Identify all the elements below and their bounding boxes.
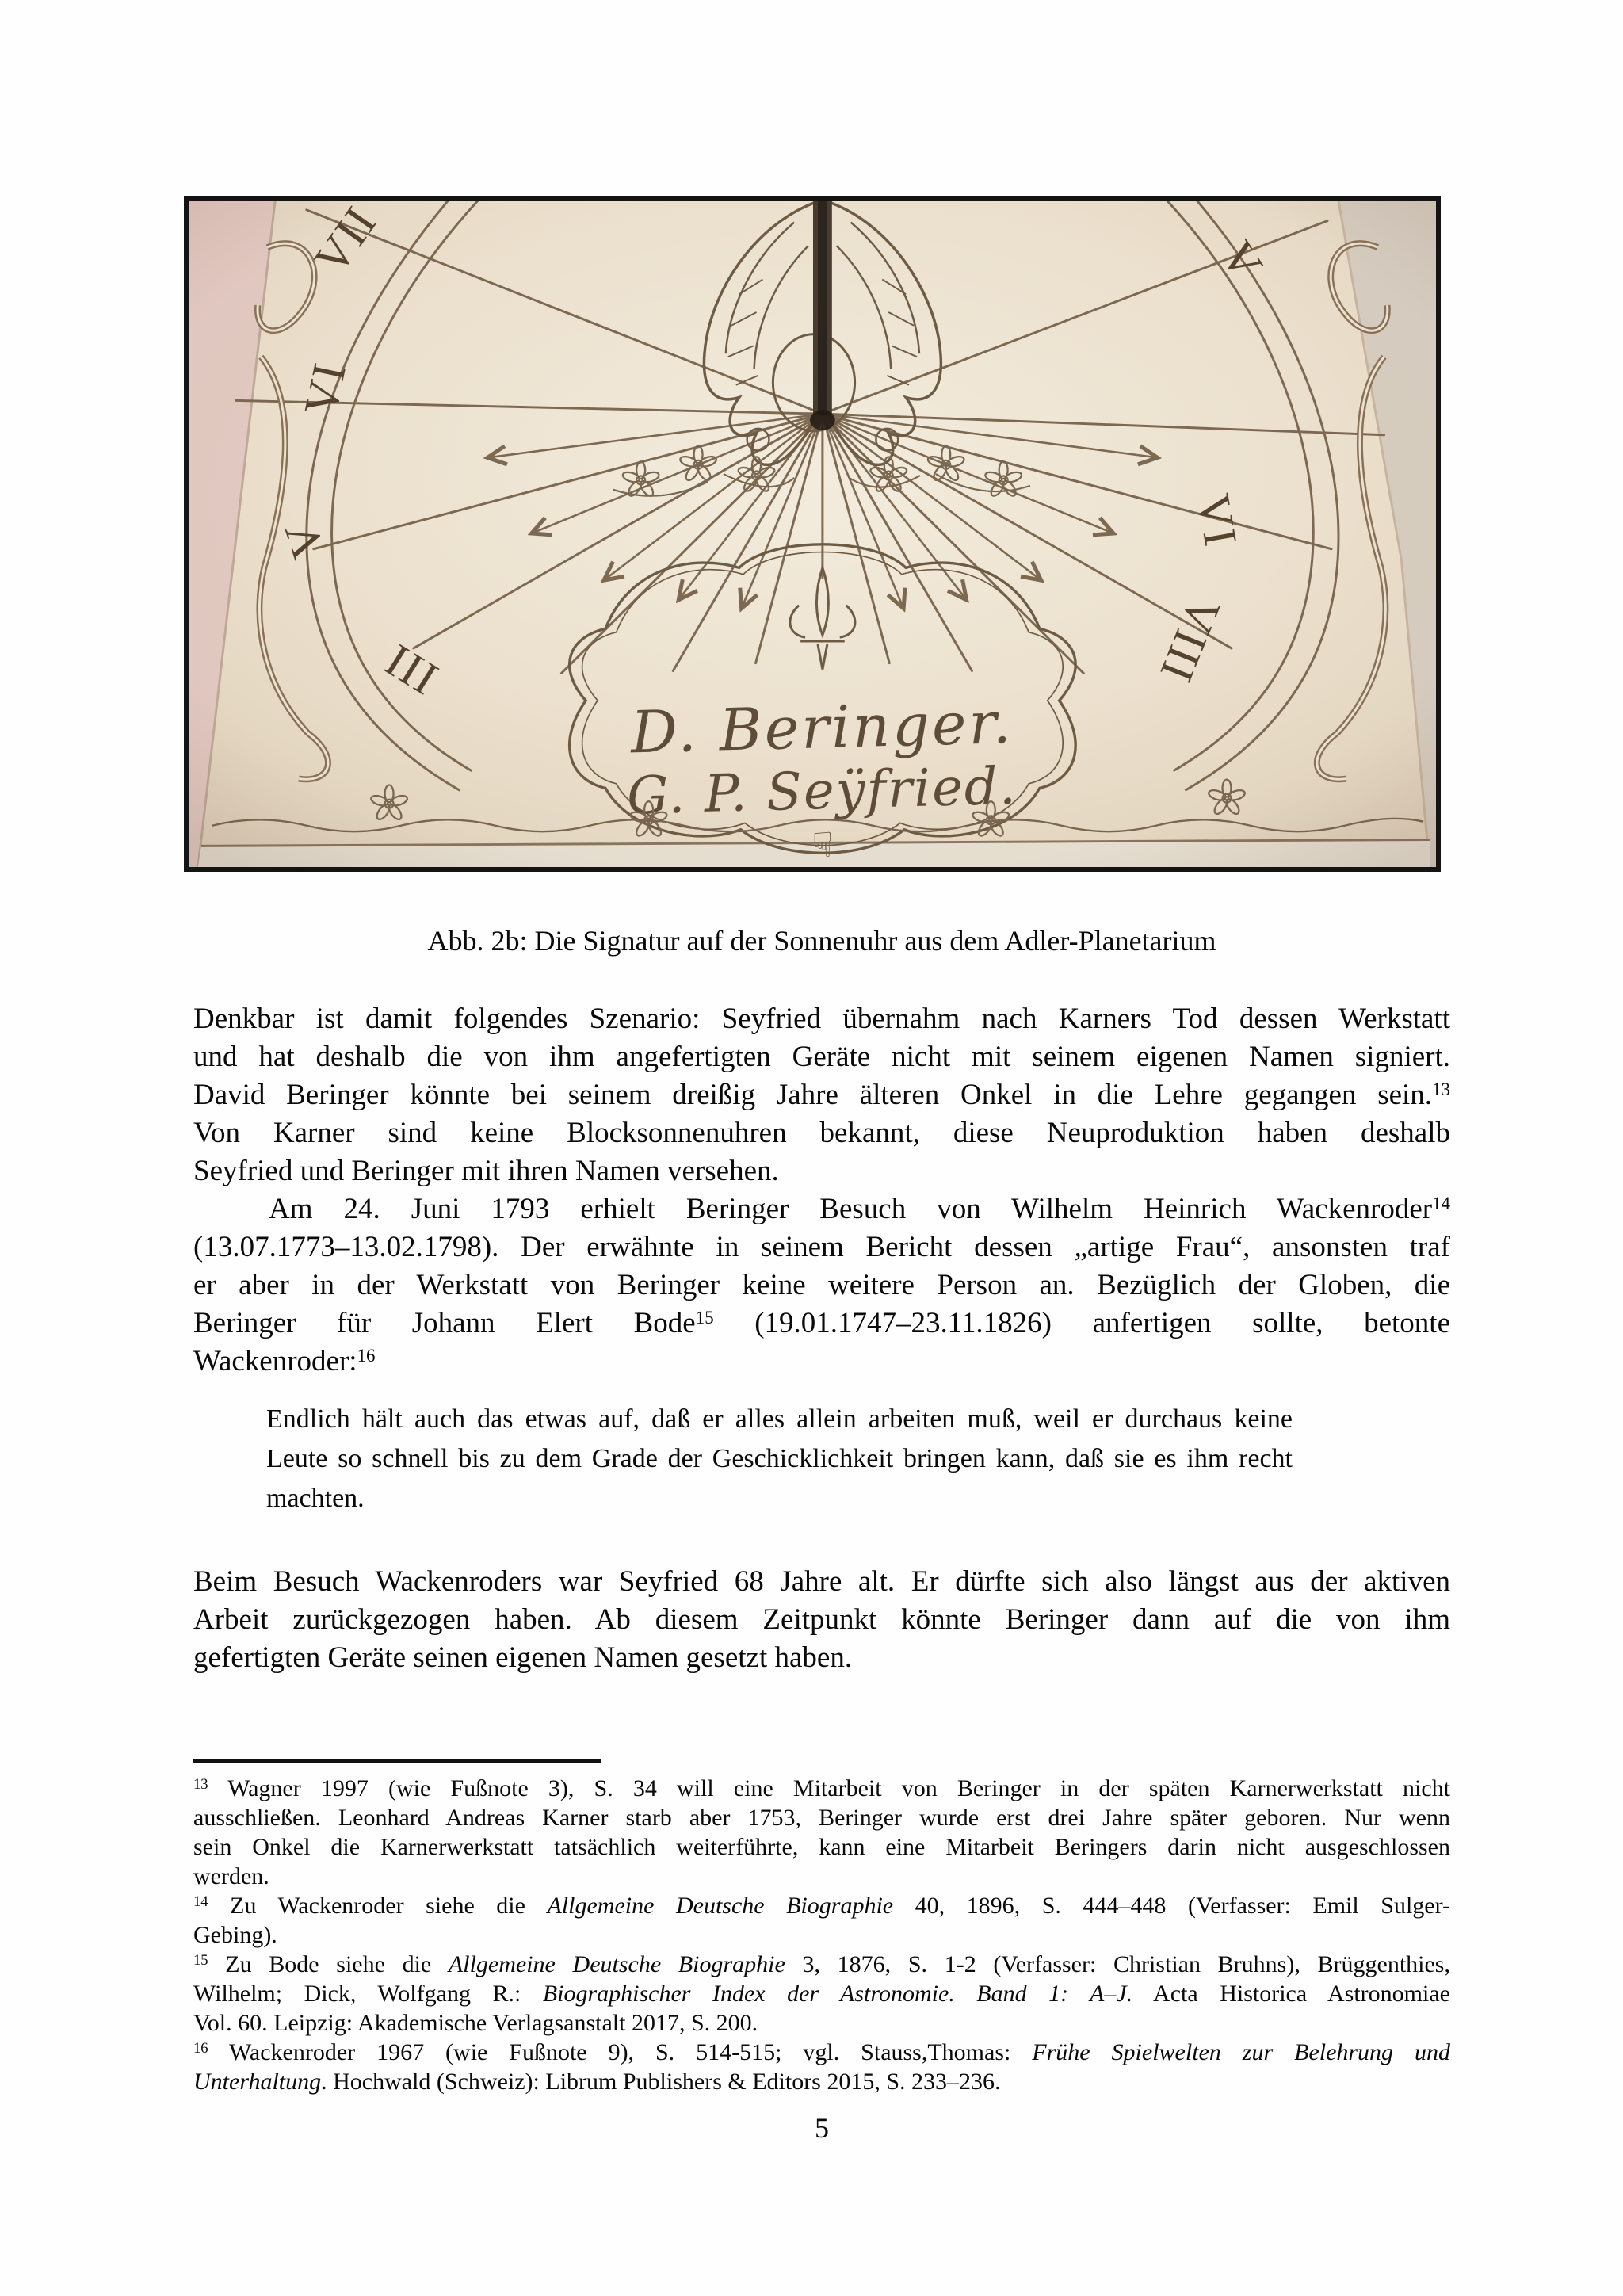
footnotes-section — [193, 1759, 1450, 2096]
page-number: 5 — [815, 2112, 829, 2144]
figure-caption: Abb. 2b: Die Signatur auf der Sonnenuhr aus dem Adler-Planetarium — [427, 925, 1216, 957]
sundial-photo — [189, 201, 1436, 867]
footnote-15: $^{15}$ Zu Bode siehe die Allgemeine Deutsche Biographie 3, 1876, S. 1-2 (Verfasser: Christian Bruhns), Brüggenthies, Wilhelm; Dick, Wolfgang R.: Biographischer Index der Astronomie. Band 1: A–J. Acta Historica Astronomiae Vol. 60. Leipzig: Akademische Verlagsanstalt 2017, S. 200. — [193, 1951, 1450, 2036]
figure-frame — [184, 196, 1441, 872]
body-text — [193, 1000, 1450, 1677]
paragraph-3: Beim Besuch Wackenroders war Seyfried 68 Jahre alt. Er dürfte sich also längst aus der aktiven Arbeit zurückgezogen haben. Ab diesem Zeitpunkt könnte Beringer dann auf die von ihm gefertigten Geräte seinen eigenen Namen gesetzt haben. — [193, 1565, 1450, 1674]
footnote-14: $^{14}$ Zu Wackenroder siehe die Allgemeine Deutsche Biographie 40, 1896, S. 444–448 (Verfasser: Emil Sulger- Gebing). — [193, 1893, 1450, 1948]
footnote-16: $^{16}$ Wackenroder 1967 (wie Fußnote 9), S. 514-515; vgl. Stauss,Thomas: Frühe Spielwelten zur Belehrung und Unterhaltung. Hochwald (Schweiz): Librum Publishers & Editors 2015, S. 233–236. — [193, 2039, 1450, 2095]
paragraph-1: Denkbar ist damit folgendes Szenario: Seyfried übernahm nach Karners Tod dessen Werkstatt und hat deshalb die von ihm angefertigten Geräte nicht mit seinem eigenen Namen signiert. David Beringer könnte bei seinem dreißig Jahre älteren Onkel in die Lehre gegangen sein.$^{13}$ Von Karner sind keine Blocksonnenuhren bekannt, diese Neuproduktion haben deshalb Seyfried und Beringer mit ihren Namen versehen. — [193, 1003, 1450, 1187]
footnote-13: $^{13}$ Wagner 1997 (wie Fußnote 3), S. 34 will eine Mitarbeit von Beringer in der späten Karnerwerkstatt nicht ausschließen. Leonhard Andreas Karner starb aber 1753, Beringer wurde erst drei Jahre später geboren. Nur wenn sein Onkel die Karnerwerkstatt tatsächlich weiterführte, kann eine Mitarbeit Beringers darin nicht ausgeschlossen werden. — [193, 1775, 1450, 1889]
footnote-separator — [193, 1759, 601, 1763]
block-quote: Endlich hält auch das etwas auf, daß er alles allein arbeiten muß, weil er durchaus keine Leute so schnell bis zu dem Grade der Geschicklichkeit bringen kann, daß sie es ihm recht machten. — [266, 1404, 1293, 1513]
paragraph-2: Am 24. Juni 1793 erhielt Beringer Besuch von Wilhelm Heinrich Wackenroder$^{14}$ (13.07.1773–13.02.1798). Der erwähnte in seinem Bericht dessen „artige Frau“, ansonsten traf er aber in der Werkstatt von Beringer keine weitere Person an. Bezüglich der Globen, die Beringer für Johann Elert Bode$^{15}$ (19.01.1747–23.11.1826) anfertigen sollte, betonte Wackenroder:$^{16}$ — [193, 1193, 1450, 1377]
